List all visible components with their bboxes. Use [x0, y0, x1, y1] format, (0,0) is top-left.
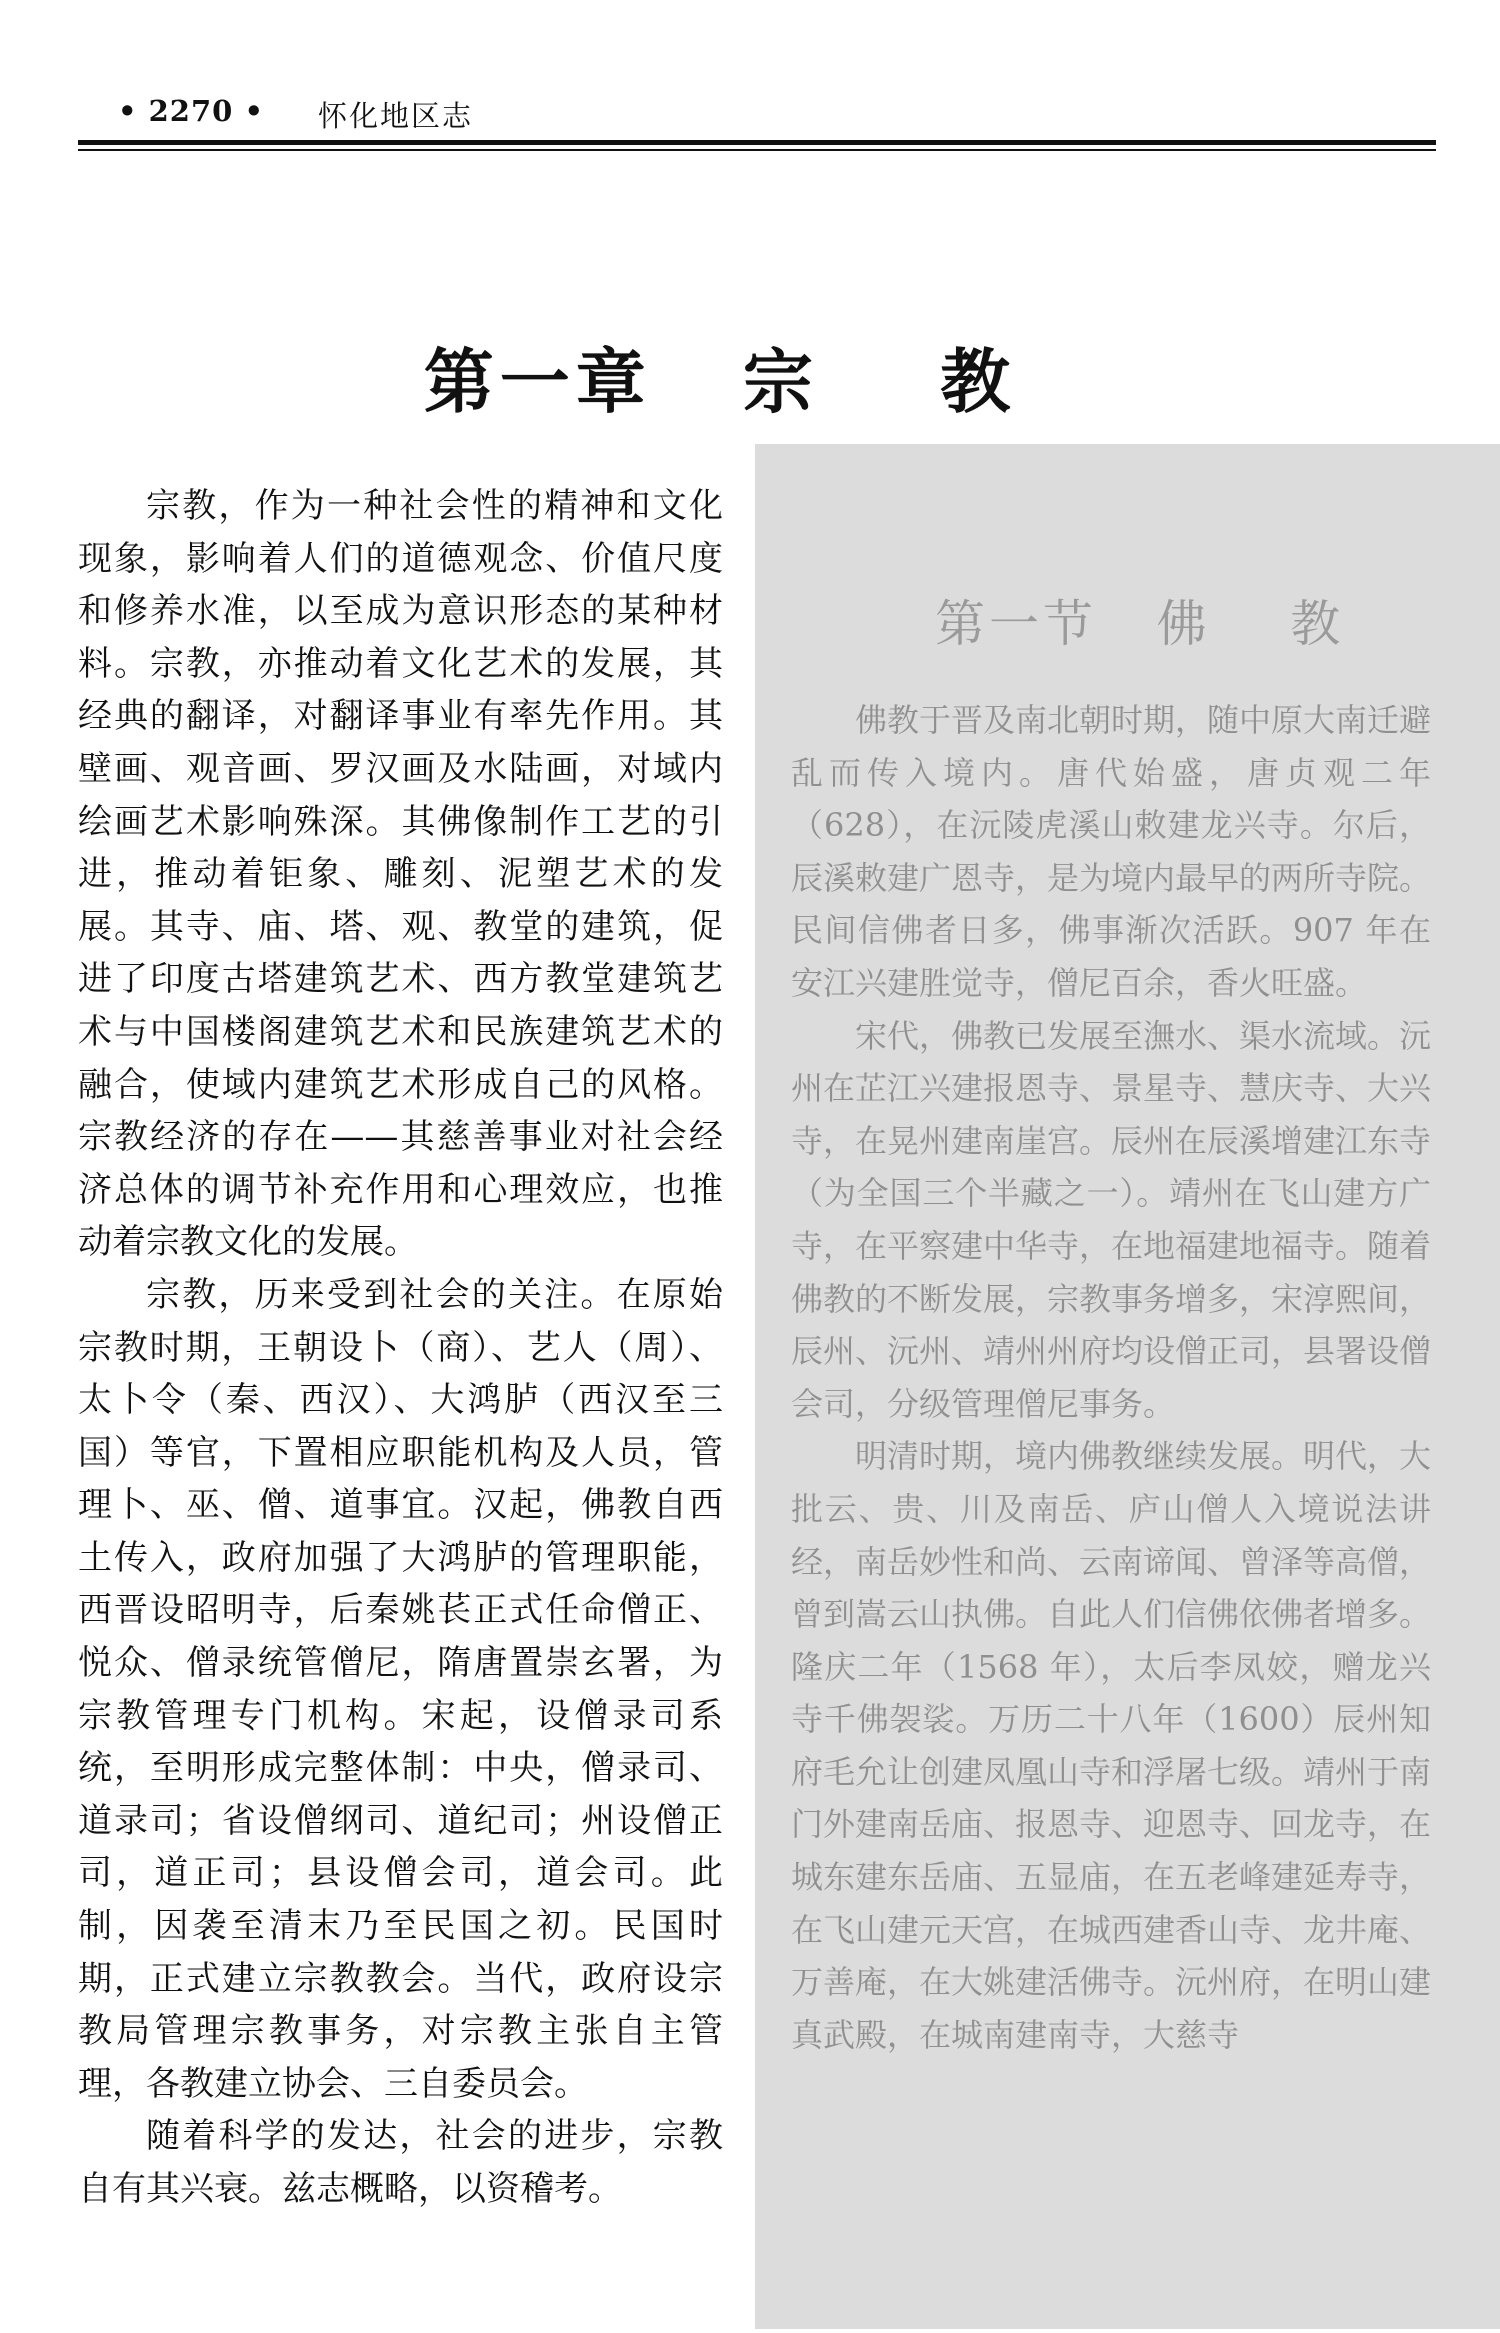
page-header [78, 88, 1436, 138]
section-panel [755, 444, 1500, 2329]
left-paragraph-1: 宗教，作为一种社会性的精神和文化现象，影响着人们的道德观念、价值尺度和修养水准，以至成为意识形态的某种材料。宗教，亦推动着文化艺术的发展，其经典的翻译，对翻译事业有率先作用。其壁画、观音画、罗汉画及水陆画，对域内绘画艺术影响殊深。其佛像制作工艺的引进，推动着钜象、雕刻、泥塑艺术的发展。其寺、庙、塔、观、教堂的建筑，促进了印度古塔建筑艺术、西方教堂建筑艺术与中国楼阁建筑艺术和民族建筑艺术的融合，使域内建筑艺术形成自己的风格。宗教经济的存在——其慈善事业对社会经济总体的调节补充作用和心理效应，也推动着宗教文化的发展。 [78, 486, 723, 1263]
section-body [791, 694, 1431, 2061]
chapter-title: 第一章 宗 教 [423, 341, 1017, 423]
header-rule-thick [78, 140, 1436, 145]
section-paragraph-2: 宋代，佛教已发展至潕水、渠水流域。沅州在芷江兴建报恩寺、景星寺、慧庆寺、大兴寺，在晃州建南崖宫。辰州在辰溪增建江东寺（为全国三个半藏之一）。靖州在飞山建方广寺，在平察建中华寺，在地福建地福寺。随着佛教的不断发展，宗教事务增多，宋淳熙间，辰州、沅州、靖州州府均设僧正司，县署设僧会司，分级管理僧尼事务。 [791, 1016, 1432, 1423]
section-paragraph-3: 明清时期，境内佛教继续发展。明代，大批云、贵、川及南岳、庐山僧人入境说法讲经，南岳妙性和尚、云南谛闻、曾泽等高僧，曾到嵩云山执佛。自此人们信佛依佛者增多。隆庆二年（1568 年），太后李凤姣，赠龙兴寺千佛袈裟。万历二十八年（1600）辰州知府毛允让创建凤凰山寺和浮屠七级。靖州于南门外建南岳庙、报恩寺、迎恩寺、回龙寺，在城东建东岳庙、五显庙，在五老峰建延寿寺，在飞山建元天宫，在城西建香山寺、龙井庵、万善庵，在大姚建活佛寺。沅州府，在明山建真武殿，在城南建南寺，大慈寺 [791, 1437, 1432, 2054]
section-title: 第一节 佛 教 [935, 595, 1345, 653]
left-paragraph-3: 随着科学的发达，社会的进步，宗教自有其兴衰。兹志概略，以资稽考。 [78, 2116, 723, 2209]
header-rule-thin [78, 149, 1436, 151]
section-paragraph-1: 佛教于晋及南北朝时期，随中原大南迁避乱而传入境内。唐代始盛，唐贞观二年（628），在沅陵虎溪山敕建龙兴寺。尔后，辰溪敕建广恩寺，是为境内最早的两所寺院。民间信佛者日多，佛事渐次活跃。907 年在安江兴建胜觉寺，僧尼百余，香火旺盛。 [791, 701, 1432, 1002]
left-paragraph-2: 宗教，历来受到社会的关注。在原始宗教时期，王朝设卜（商）、艺人（周）、太卜令（秦、西汉）、大鸿胪（西汉至三国）等官，下置相应职能机构及人员，管理卜、巫、僧、道事宜。汉起，佛教自西土传入，政府加强了大鸿胪的管理职能，西晋设昭明寺，后秦姚苌正式任命僧正、悦众、僧录统管僧尼，隋唐置崇玄署，为宗教管理专门机构。宋起，设僧录司系统，至明形成完整体制：中央，僧录司、道录司；省设僧纲司、道纪司；州设僧正司，道正司；县设僧会司，道会司。此制，因袭至清末乃至民国之初。民国时期，正式建立宗教教会。当代，政府设宗教局管理宗教事务，对宗教主张自主管理，各教建立协会、三自委员会。 [78, 1274, 723, 2104]
page-number: • 2270 • [118, 94, 264, 128]
book-title: 怀化地区志 [318, 99, 474, 133]
left-column [78, 480, 723, 2216]
